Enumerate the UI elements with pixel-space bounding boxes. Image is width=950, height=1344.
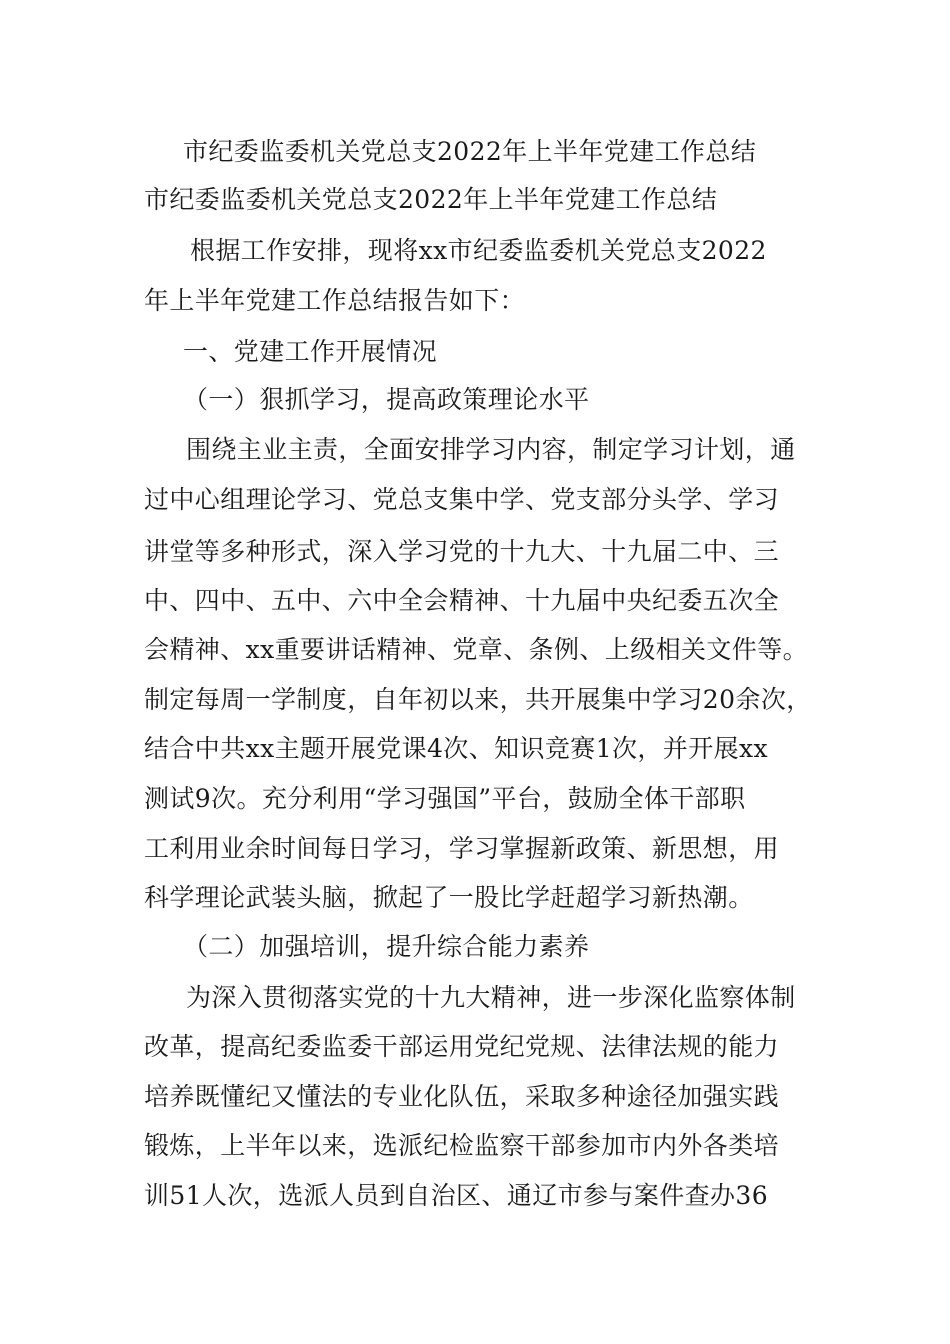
paragraph-line: 讲堂等多种形式，深入学习党的十九大、十九届二中、三 bbox=[144, 537, 780, 566]
paragraph-line: 围绕主业主责，全面安排学习内容，制定学习计划，通 bbox=[186, 435, 796, 464]
section-heading: 一、党建工作开展情况 bbox=[183, 337, 438, 366]
paragraph-line: 培养既懂纪又懂法的专业化队伍，采取多种途径加强实践 bbox=[144, 1082, 780, 1111]
paragraph-line: 过中心组理论学习、党总支集中学、党支部分头学、学习 bbox=[144, 485, 780, 514]
paragraph-line: 锻炼，上半年以来，选派纪检监察干部参加市内外各类培 bbox=[144, 1131, 780, 1160]
paragraph-line: 中、四中、五中、六中全会精神、十九届中央纪委五次全 bbox=[144, 586, 780, 615]
paragraph-line: 测试9次。充分利用“学习强国”平台，鼓励全体干部职 bbox=[144, 784, 746, 813]
intro-line: 年上半年党建工作总结报告如下： bbox=[144, 286, 526, 315]
intro-line: 根据工作安排，现将xx市纪委监委机关党总支2022 bbox=[190, 236, 767, 265]
paragraph-line: 制定每周一学制度，自年初以来，共开展集中学习20余次， bbox=[144, 685, 812, 714]
paragraph-line: 为深入贯彻落实党的十九大精神，进一步深化监察体制 bbox=[186, 983, 796, 1012]
paragraph-line: 结合中共xx主题开展党课4次、知识竞赛1次，并开展xx bbox=[144, 734, 769, 763]
paragraph-line: 会精神、xx重要讲话精神、党章、条例、上级相关文件等。 bbox=[144, 635, 809, 664]
document-title-repeat: 市纪委监委机关党总支2022年上半年党建工作总结 bbox=[144, 185, 718, 214]
subsection-heading: （一）狠抓学习，提高政策理论水平 bbox=[183, 385, 590, 414]
paragraph-line: 训51人次，选派人员到自治区、通辽市参与案件查办36 bbox=[144, 1181, 769, 1210]
document-title: 市纪委监委机关党总支2022年上半年党建工作总结 bbox=[183, 137, 757, 166]
subsection-heading: （二）加强培训，提升综合能力素养 bbox=[183, 932, 590, 961]
paragraph-line: 工利用业余时间每日学习，学习掌握新政策、新思想，用 bbox=[144, 834, 780, 863]
paragraph-line: 改革，提高纪委监委干部运用党纪党规、法律法规的能力 bbox=[144, 1032, 780, 1061]
paragraph-line: 科学理论武装头脑，掀起了一股比学赶超学习新热潮。 bbox=[144, 883, 754, 912]
